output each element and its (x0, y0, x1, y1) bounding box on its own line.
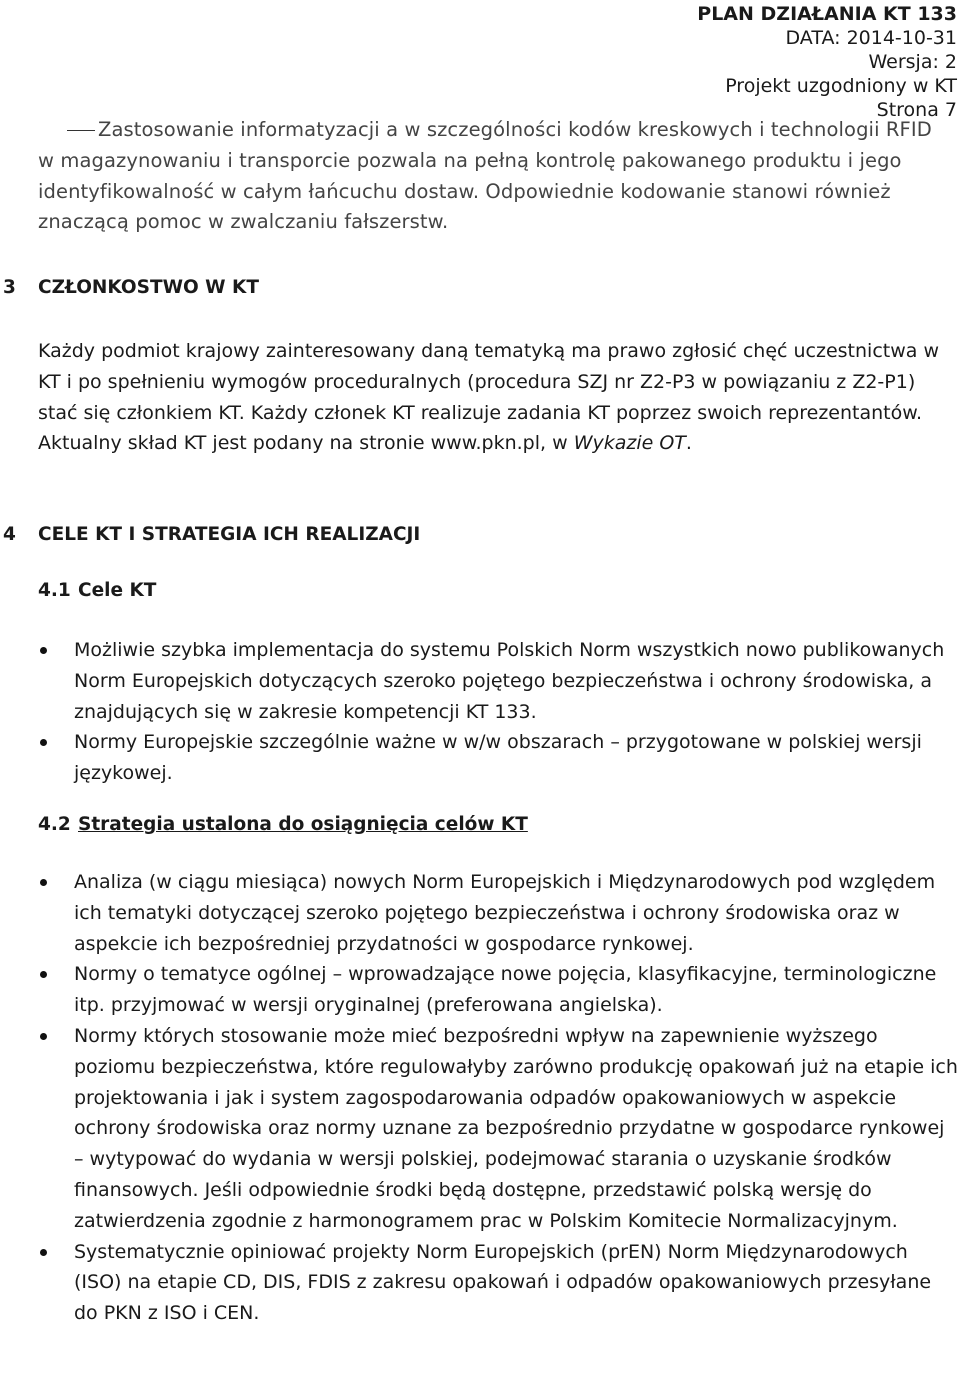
membership-paragraph: Każdy podmiot krajowy zainteresowany daną tematyką ma prawo zgłosić chęć uczestnictwa w KT i po spełnieniu wymogów proceduralnych (procedura SZJ nr Z2-P3 w powiązaniu z Z2-P1) stać się członkiem KT. Każdy członek KT realizuje zadania KT poprzez swoich reprezentantów. (38, 340, 939, 424)
section-4-heading (3, 523, 420, 547)
subsection-number: 4.1 (38, 580, 71, 601)
list-item: Systematycznie opiniować projekty Norm Europejskich (prEN) Norm Międzynarodowych (ISO) na etapie CD, DIS, FDIS z zakresu opakowań i odpadów opakowaniowych przesyłane do PKN z ISO i CEN. (0, 1237, 958, 1329)
subsection-4-2-heading (38, 813, 528, 837)
composition-paragraph (38, 428, 953, 459)
section-title: CZŁONKOSTWO W KT (38, 277, 259, 298)
composition-end: . (685, 432, 692, 455)
list-item: Normy Europejskie szczególnie ważne w w/w obszarach – przygotowane w polskiej wersji językowej. (0, 727, 958, 789)
strategy-list (0, 867, 958, 1329)
wykaz-ot-reference: Wykazie OT (573, 432, 686, 455)
subsection-title: Strategia ustalona do osiągnięcia celów KT (78, 814, 528, 835)
section-title: CELE KT I STRATEGIA ICH REALIZACJI (38, 524, 421, 545)
section-3-body (38, 336, 953, 459)
composition-text: Aktualny skład KT jest podany na stronie www.pkn.pl, w (38, 432, 574, 455)
list-item: Normy o tematyce ogólnej – wprowadzające nowe pojęcia, klasyfikacyjne, terminologiczne itp. przyjmować w wersji oryginalnej (preferowana angielska). (0, 959, 958, 1021)
intro-text: Zastosowanie informatyzacji a w szczególności kodów kreskowych i technologii RFID w magazynowaniu i transporcie pozwala na pełną kontrolę pakowanego produktu i jego identyfikowalność w całym łańcuchu dostaw. Odpowiednie kodowanie stanowi również znaczącą pomoc w zwalczaniu fałszerstw. (38, 118, 932, 234)
subsection-4-1-heading (38, 579, 156, 603)
document-version: Wersja: 2 (868, 51, 957, 73)
subsection-title: Cele KT (78, 580, 157, 601)
list-item: Możliwie szybka implementacja do systemu Polskich Norm wszystkich nowo publikowanych Norm Europejskich dotyczących szeroko pojętego bezpieczeństwa i ochrony środowiska, a znajdujących się w zakresie kompetencji KT 133. (0, 635, 958, 727)
document-title: PLAN DZIAŁANIA KT 133 (697, 3, 957, 25)
page-number: Strona 7 (876, 99, 957, 121)
document-status: Projekt uzgodniony w KT (725, 75, 957, 97)
list-item: Analiza (w ciągu miesiąca) nowych Norm Europejskich i Międzynarodowych pod względem ich tematyki dotyczącej szeroko pojętego bezpieczeństwa i ochrony środowiska oraz w aspekcie ich bezpośredniej przydatności w gospodarce rynkowej. (0, 867, 958, 959)
em-dash-mark (67, 130, 95, 131)
subsection-number: 4.2 (38, 814, 71, 835)
intro-paragraph (38, 115, 953, 238)
section-number: 3 (3, 277, 16, 298)
page-header (697, 2, 957, 122)
document-date: DATA: 2014-10-31 (785, 27, 957, 49)
goals-list (0, 635, 958, 789)
section-number: 4 (3, 524, 16, 545)
list-item: Normy których stosowanie może mieć bezpośredni wpływ na zapewnienie wyższego poziomu bezpieczeństwa, które regulowałyby zarówno produkcję opakowań już na etapie ich projektowania i jak i system zagospodarowania odpadów opakowaniowych w aspekcie ochrony środowiska oraz normy uznane za bezpośrednio przydatne w gospodarce rynkowej – wytypować do wydania w wersji polskiej, podejmować starania o uzyskanie środków finansowych. Jeśli odpowiednie środki będą dostępne, przedstawić polską wersję do zatwierdzenia zgodnie z harmonogramem prac w Polskim Komitecie Normalizacyjnym. (0, 1021, 958, 1237)
section-3-heading (3, 276, 259, 300)
